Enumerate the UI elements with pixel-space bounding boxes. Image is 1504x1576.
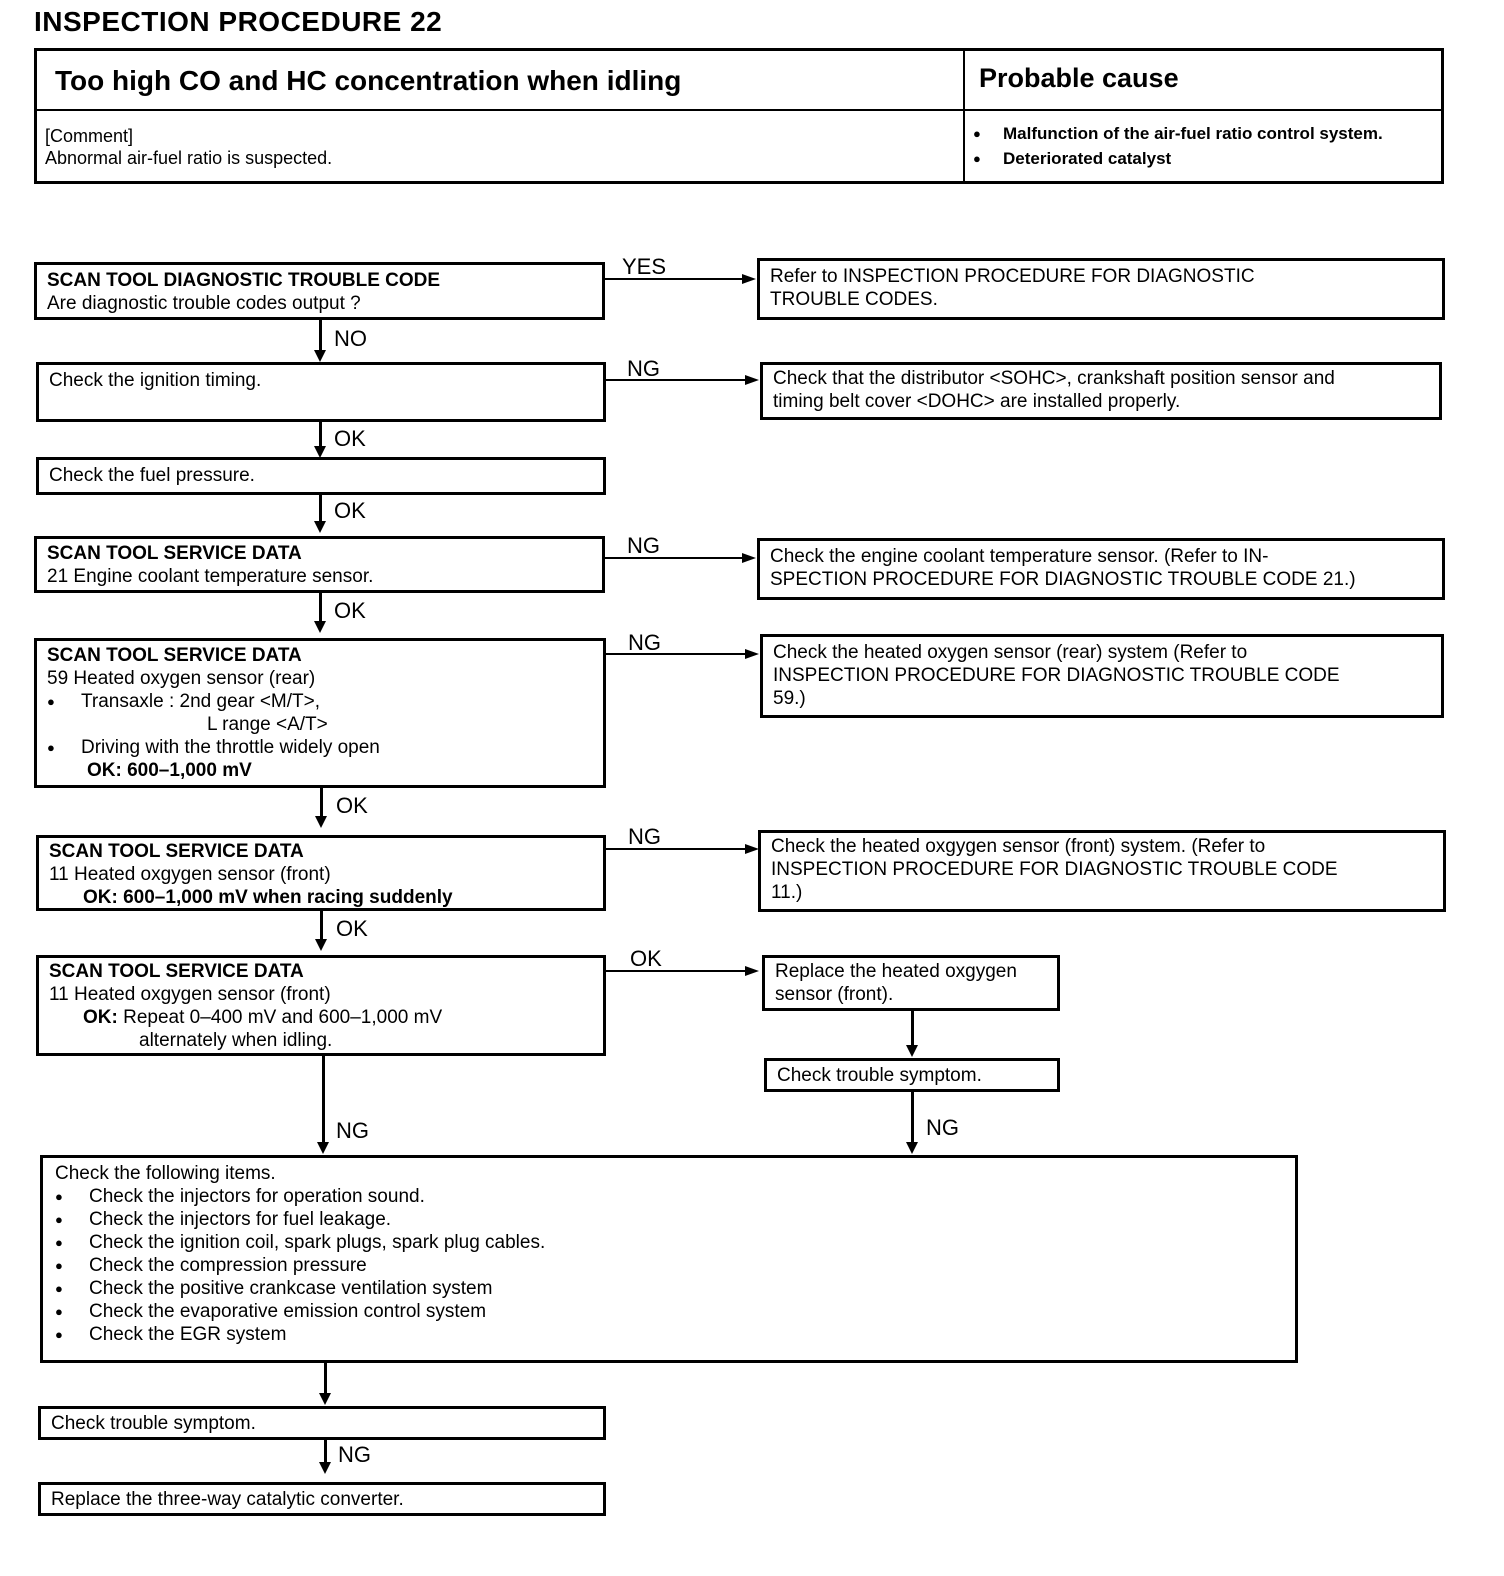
branch-label-ng: NG bbox=[627, 533, 660, 558]
step-title: SCAN TOOL DIAGNOSTIC TROUBLE CODE bbox=[47, 270, 441, 291]
arrow-down-icon bbox=[319, 1462, 331, 1474]
arrow-down-icon bbox=[315, 939, 327, 951]
arrow-down-icon bbox=[314, 350, 326, 362]
step-text: Check the fuel pressure. bbox=[49, 465, 255, 486]
branch-text: Check the heated oxygen sensor (rear) system (Refer to bbox=[773, 642, 1248, 663]
step-coolant-sensor-box bbox=[34, 536, 605, 593]
step-text: Are diagnostic trouble codes output ? bbox=[47, 293, 361, 314]
connector-line bbox=[320, 788, 323, 816]
check-rear-o2-system-box bbox=[760, 634, 1444, 718]
connector-line bbox=[320, 911, 323, 939]
comment-block bbox=[45, 125, 332, 169]
connector-line bbox=[319, 593, 322, 621]
step-title: SCAN TOOL SERVICE DATA bbox=[49, 841, 304, 862]
step-title: SCAN TOOL SERVICE DATA bbox=[47, 645, 302, 666]
bullet-item bbox=[47, 690, 593, 713]
comment-label: [Comment] bbox=[45, 126, 134, 146]
step-text: 21 Engine coolant temperature sensor. bbox=[47, 566, 374, 587]
connector-line bbox=[911, 1011, 914, 1045]
branch-label-ng: NG bbox=[628, 630, 661, 655]
check-item-text: Check the compression pressure bbox=[89, 1255, 367, 1276]
comment-text: Abnormal air-fuel ratio is suspected. bbox=[45, 148, 333, 168]
flow-label-ng: NG bbox=[336, 1118, 369, 1143]
arrow-down-icon bbox=[315, 816, 327, 828]
branch-text: Check that the distributor <SOHC>, crankshaft position sensor and bbox=[773, 368, 1335, 389]
branch-label-ng: NG bbox=[628, 824, 661, 849]
branch-text: 11.) bbox=[771, 882, 803, 903]
step-text: Check trouble symptom. bbox=[777, 1065, 982, 1086]
ok-criteria: OK: Repeat 0–400 mV and 600–1,000 mV bbox=[83, 1007, 443, 1028]
arrow-down-icon bbox=[314, 621, 326, 633]
check-item-text: Check the evaporative emission control system bbox=[89, 1301, 487, 1322]
arrow-right-icon bbox=[745, 375, 759, 385]
ok-connector bbox=[606, 970, 748, 972]
check-item bbox=[55, 1277, 1283, 1300]
flow-label-ng: NG bbox=[926, 1115, 959, 1140]
symptom-header-table bbox=[34, 48, 1444, 184]
branch-text: TROUBLE CODES. bbox=[770, 289, 938, 310]
check-item-text: Check the positive crankcase ventilation system bbox=[89, 1278, 493, 1299]
arrow-down-icon bbox=[317, 1142, 329, 1154]
connector-line bbox=[911, 1092, 914, 1142]
step-line: 11 Heated oxgygen sensor (front) bbox=[49, 984, 331, 1005]
branch-label-ok: OK bbox=[630, 946, 662, 971]
causes-cell bbox=[965, 111, 1441, 181]
step-front-o2-racing-box bbox=[36, 835, 606, 911]
check-symptom-box bbox=[38, 1406, 606, 1440]
branch-label-ng: NG bbox=[627, 356, 660, 381]
ok-criteria-continuation: alternately when idling. bbox=[139, 1030, 333, 1051]
comment-cell bbox=[37, 111, 965, 181]
check-item bbox=[55, 1208, 1283, 1231]
arrow-right-icon bbox=[745, 649, 759, 659]
step-text: Replace the three-way catalytic converter. bbox=[51, 1489, 404, 1510]
check-item bbox=[55, 1231, 1283, 1254]
symptom-title: Too high CO and HC concentration when idling bbox=[55, 65, 682, 96]
check-distributor-box bbox=[760, 362, 1442, 420]
arrow-down-icon bbox=[314, 521, 326, 533]
branch-text: Replace the heated oxgygen bbox=[775, 961, 1017, 982]
probable-cause-heading: Probable cause bbox=[979, 63, 1179, 93]
step-front-o2-idle-box bbox=[36, 955, 606, 1056]
branch-text: INSPECTION PROCEDURE FOR DIAGNOSTIC TROUBLE CODE bbox=[773, 665, 1340, 686]
symptom-cell bbox=[37, 51, 965, 111]
arrow-right-icon bbox=[742, 274, 756, 284]
flow-label-ng: NG bbox=[338, 1442, 371, 1467]
page-title: INSPECTION PROCEDURE 22 bbox=[34, 6, 443, 37]
step-text: Check trouble symptom. bbox=[51, 1413, 256, 1434]
cause-item: ● Malfunction of the air-fuel ratio control system. bbox=[973, 121, 1383, 146]
flow-label-ok: OK bbox=[334, 598, 366, 623]
check-item-text: Check the injectors for fuel leakage. bbox=[89, 1209, 392, 1230]
ok-criteria-visible: Repeat 0–400 mV and 600–1,000 mV bbox=[123, 1007, 443, 1028]
step-line: 11 Heated oxgygen sensor (front) bbox=[49, 864, 331, 885]
connector-line bbox=[319, 320, 322, 350]
cause-item: ● Deteriorated catalyst bbox=[973, 146, 1383, 171]
branch-text: Refer to INSPECTION PROCEDURE FOR DIAGNOSTIC bbox=[770, 266, 1255, 287]
arrow-down-icon bbox=[906, 1142, 918, 1154]
branch-text: INSPECTION PROCEDURE FOR DIAGNOSTIC TROUBLE CODE bbox=[771, 859, 1338, 880]
connector-line bbox=[322, 1056, 325, 1142]
check-front-o2-system-box bbox=[758, 830, 1446, 912]
check-item bbox=[55, 1185, 1283, 1208]
branch-text: timing belt cover <DOHC> are installed properly. bbox=[773, 391, 1181, 412]
step-title: SCAN TOOL SERVICE DATA bbox=[49, 961, 304, 982]
step-title: SCAN TOOL SERVICE DATA bbox=[47, 543, 302, 564]
branch-text: 59.) bbox=[773, 688, 806, 709]
connector-line bbox=[319, 495, 322, 521]
check-following-items-box bbox=[40, 1155, 1298, 1363]
connector-line bbox=[319, 422, 322, 446]
connector-line bbox=[324, 1440, 327, 1462]
flow-label-ok: OK bbox=[336, 793, 368, 818]
ok-criteria: OK: 600–1,000 mV when racing suddenly bbox=[83, 887, 453, 908]
arrow-right-icon bbox=[742, 553, 756, 563]
branch-text: Check the engine coolant temperature sensor. (Refer to IN- bbox=[770, 546, 1269, 567]
flow-label-ok: OK bbox=[336, 916, 368, 941]
step-rear-o2-sensor-box bbox=[34, 638, 606, 788]
check-item-text: Check the ignition coil, spark plugs, spark plug cables. bbox=[89, 1232, 546, 1253]
check-item bbox=[55, 1300, 1283, 1323]
check-symptom-box-right bbox=[764, 1058, 1060, 1092]
step-ignition-timing-box bbox=[36, 362, 606, 422]
connector-line bbox=[324, 1363, 327, 1393]
flow-label-ok: OK bbox=[334, 498, 366, 523]
refer-dtc-box bbox=[757, 258, 1445, 320]
branch-text: Check the heated oxgygen sensor (front) system. (Refer to bbox=[771, 836, 1266, 857]
step-intro: Check the following items. bbox=[55, 1163, 276, 1184]
check-item-text: Check the injectors for operation sound. bbox=[89, 1186, 425, 1207]
cause-list bbox=[973, 121, 1383, 171]
probable-cause-heading-cell bbox=[965, 51, 1441, 111]
check-item bbox=[55, 1254, 1283, 1277]
arrow-right-icon bbox=[745, 844, 759, 854]
branch-text: sensor (front). bbox=[775, 984, 894, 1005]
replace-catalytic-converter-box bbox=[38, 1482, 606, 1516]
step-line: 59 Heated oxygen sensor (rear) bbox=[47, 668, 316, 689]
branch-label-yes: YES bbox=[622, 254, 667, 279]
check-item bbox=[55, 1323, 1283, 1346]
branch-text: SPECTION PROCEDURE FOR DIAGNOSTIC TROUBLE CODE 21.) bbox=[770, 569, 1356, 590]
flow-label-ok: OK bbox=[334, 426, 366, 451]
arrow-right-icon bbox=[745, 966, 759, 976]
bullet-text: Driving with the throttle widely open bbox=[81, 737, 380, 758]
bullet-text: Transaxle : 2nd gear <M/T>, bbox=[81, 691, 321, 712]
bullet-continuation: L range <A/T> bbox=[207, 714, 328, 735]
replace-front-o2-box bbox=[762, 955, 1060, 1011]
step-text: Check the ignition timing. bbox=[49, 370, 262, 391]
flow-label-no: NO bbox=[334, 326, 367, 351]
step-fuel-pressure-box bbox=[36, 457, 606, 495]
ok-criteria: OK: 600–1,000 mV bbox=[87, 760, 252, 781]
check-coolant-sensor-box bbox=[757, 538, 1445, 600]
bullet-item bbox=[47, 736, 593, 759]
ng-connector bbox=[605, 557, 745, 559]
step-dtc-check-box bbox=[34, 262, 605, 320]
arrow-down-icon bbox=[906, 1045, 918, 1057]
check-item-text: Check the EGR system bbox=[89, 1324, 287, 1345]
arrow-down-icon bbox=[319, 1393, 331, 1405]
